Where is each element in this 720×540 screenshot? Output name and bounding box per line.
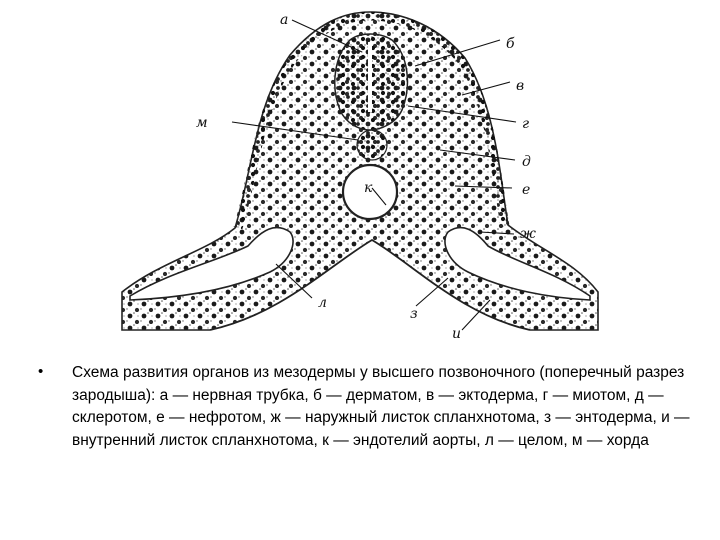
figure-caption: [38, 362, 698, 452]
caption-bullet: •: [38, 363, 44, 380]
label-d: д: [522, 154, 531, 170]
label-e: е: [522, 182, 531, 198]
label-z: з: [410, 306, 418, 322]
label-i: и: [452, 326, 462, 342]
label-g: г: [522, 116, 530, 132]
label-k: к: [364, 180, 373, 196]
label-v: в: [516, 78, 525, 94]
label-m: м: [196, 115, 208, 131]
caption-text: Схема развития органов из мезодермы у высшего позвоночного (поперечный разрез зародыша): а — нервная трубка, б — дерматом, в — эктодерма, г — миотом, д — склеротом, е — нефротом, ж — наружный листок спланхнотома, з — энтодерма, и — внутренний листок спланхнотома, к — эндотелий аорты, л — целом, м — хорда: [72, 364, 690, 449]
label-a: а: [280, 12, 289, 28]
notochord: [357, 130, 387, 160]
label-b: б: [506, 36, 515, 52]
neural-tube: [335, 34, 408, 130]
label-zh: ж: [520, 226, 536, 242]
label-l: л: [318, 295, 327, 311]
